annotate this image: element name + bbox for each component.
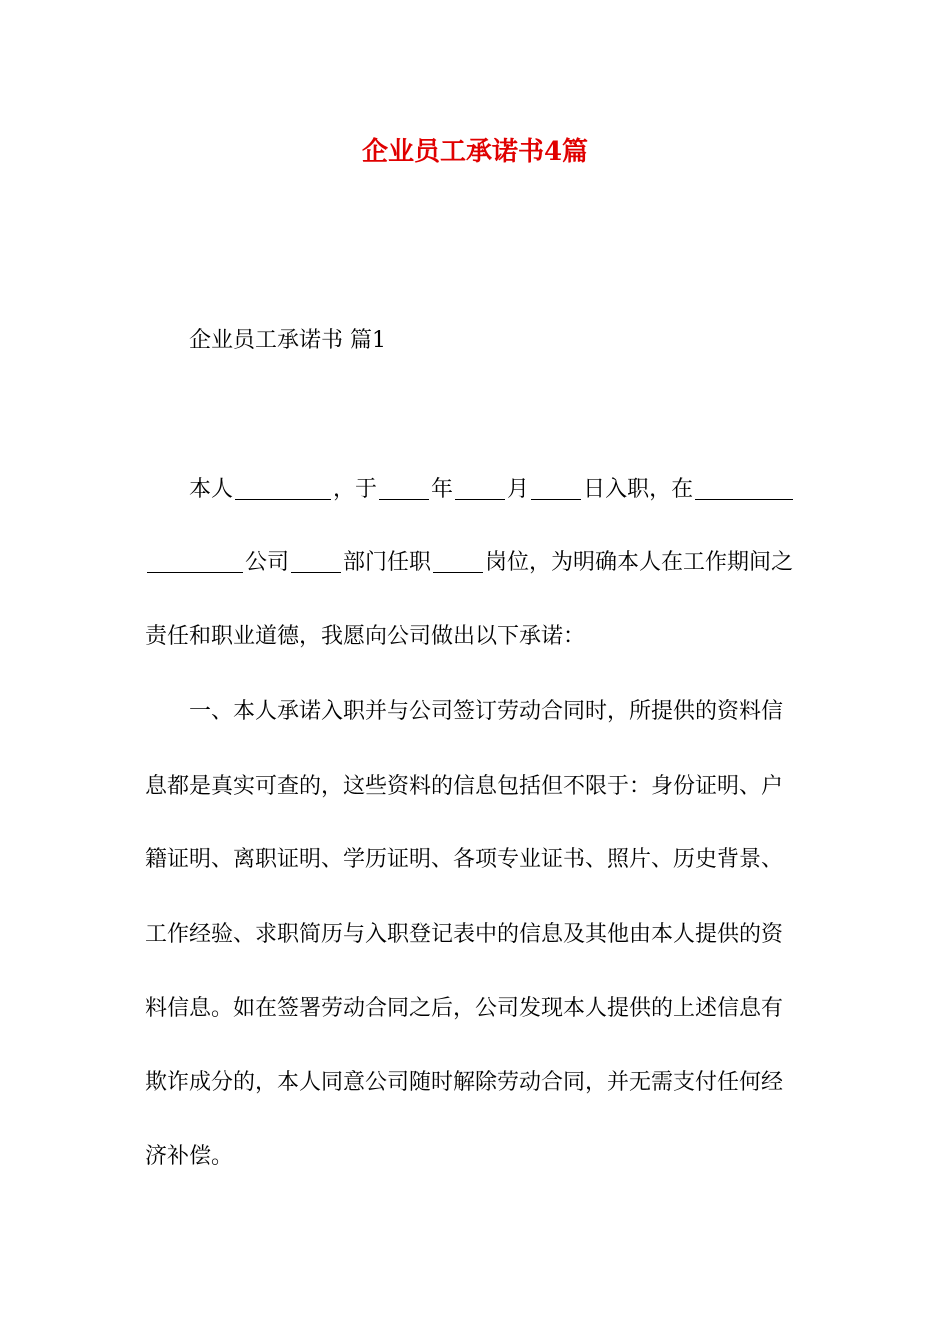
post-blank <box>433 548 483 573</box>
paragraph-line: 工作经验、求职简历与入职登记表中的信息及其他由本人提供的资 <box>145 922 784 947</box>
paragraph-line: 料信息。如在签署劳动合同之后，公司发现本人提供的上述信息有 <box>145 996 784 1021</box>
text-segment: 部门任职 <box>343 550 432 575</box>
paragraph-line: 籍证明、离职证明、学历证明、各项专业证书、照片、历史背景、 <box>145 847 784 872</box>
company-blank <box>695 475 793 500</box>
year-blank <box>379 475 429 500</box>
paragraph-line <box>145 548 793 578</box>
paragraph-line: 息都是真实可查的，这些资料的信息包括但不限于：身份证明、户 <box>145 774 784 799</box>
paragraph-line: 济补偿。 <box>145 1144 234 1169</box>
name-blank <box>235 475 331 500</box>
paragraph-line: 一、本人承诺入职并与公司签订劳动合同时，所提供的资料信 <box>189 699 784 724</box>
day-blank <box>531 475 581 500</box>
paragraph-line: 责任和职业道德，我愿向公司做出以下承诺： <box>145 624 586 649</box>
month-blank <box>455 475 505 500</box>
paragraph-line <box>189 475 795 505</box>
text-segment: 岗位，为明确本人在工作期间之 <box>485 550 794 575</box>
paragraph-line: 欺诈成分的，本人同意公司随时解除劳动合同，并无需支付任何经 <box>145 1070 784 1095</box>
text-segment: 月 <box>507 477 530 502</box>
text-segment: 公司 <box>245 550 290 575</box>
section-heading: 企业员工承诺书 篇1 <box>189 328 386 353</box>
text-segment: 本人 <box>189 477 234 502</box>
text-segment: 日入职，在 <box>583 477 694 502</box>
text-segment: 年 <box>431 477 454 502</box>
company-blank-continued <box>147 548 243 573</box>
document-title: 企业员工承诺书4篇 <box>361 137 589 167</box>
department-blank <box>291 548 341 573</box>
text-segment: ，于 <box>333 477 378 502</box>
